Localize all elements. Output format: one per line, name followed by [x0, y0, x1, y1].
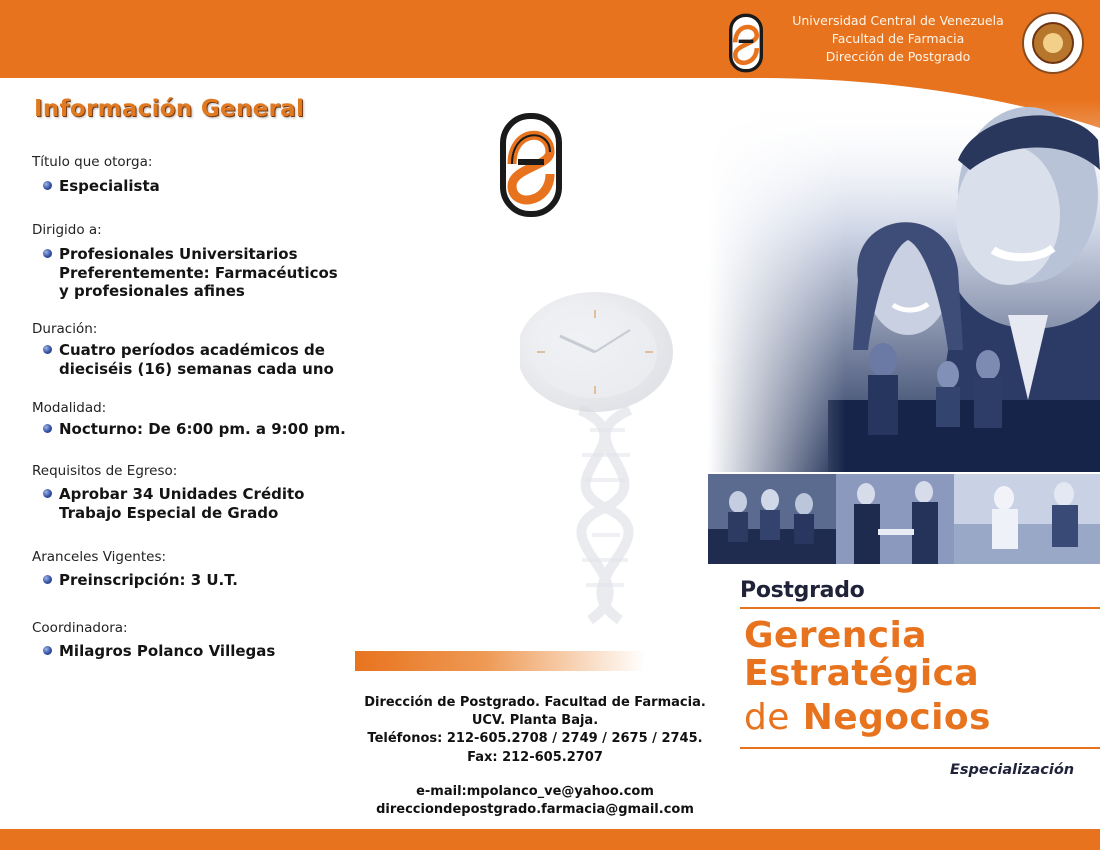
- faculty-logo-icon: [727, 13, 765, 73]
- contact-address: Dirección de Postgrado. Facultad de Farmacia.: [364, 695, 706, 710]
- contact-email-secondary: direcciondepostgrado.farmacia@gmail.com: [376, 802, 694, 818]
- bullet-icon: [43, 489, 52, 498]
- orange-accent-stripe: [355, 651, 645, 671]
- handshake-photo: [836, 474, 954, 564]
- info-label: Dirigido a:: [32, 222, 102, 238]
- program-level: Especialización: [950, 762, 1075, 778]
- bullet-icon: [43, 345, 52, 354]
- info-title-granted: [32, 153, 352, 196]
- program-type: Postgrado: [740, 578, 865, 603]
- photo-strip: [708, 474, 1100, 564]
- business-people-photo: [708, 100, 1100, 472]
- faculty-name: Facultad de Farmacia: [831, 31, 965, 46]
- contact-fax: Fax: 212-605.2707: [467, 749, 603, 765]
- info-coordinator: [32, 619, 352, 661]
- title-main-word: Negocios: [802, 697, 991, 738]
- ucv-seal-icon: [1022, 12, 1084, 74]
- bullet-icon: [43, 424, 52, 433]
- info-label: Coordinadora:: [32, 620, 128, 636]
- info-target-audience: [32, 221, 352, 301]
- info-label: Requisitos de Egreso:: [32, 463, 178, 479]
- section-heading: Información General: [34, 96, 305, 122]
- contact-location: UCV. Planta Baja.: [471, 713, 599, 729]
- info-label: Duración:: [32, 321, 98, 337]
- bullet-icon: [43, 249, 52, 258]
- info-graduation-requirements: [32, 462, 352, 522]
- department-name: Dirección de Postgrado: [825, 49, 971, 64]
- info-label: Título que otorga:: [32, 154, 153, 170]
- university-name: Universidad Central de Venezuela: [792, 13, 1004, 28]
- faculty-logo-icon: [498, 112, 564, 218]
- contact-phones: Teléfonos: 212-605.2708 / 2749 / 2675 / 2745.: [367, 731, 703, 747]
- bottom-orange-band: [0, 829, 1100, 850]
- info-item: Profesionales Universitarios Preferentemente: Farmacéuticos y profesionales afines: [32, 245, 352, 301]
- program-title-line1: Gerencia: [744, 615, 927, 656]
- meeting-photo: [708, 474, 836, 564]
- university-header: [782, 12, 1014, 66]
- info-item: Nocturno: De 6:00 pm. a 9:00 pm.: [32, 420, 352, 439]
- info-item: Cuatro períodos académicos de dieciséis (16) semanas cada uno: [32, 341, 352, 378]
- contact-email-primary: e-mail:mpolanco_ve@yahoo.com: [416, 783, 654, 799]
- info-label: Aranceles Vigentes:: [32, 549, 167, 565]
- info-item: Aprobar 34 Unidades Crédito Trabajo Especial de Grado: [32, 485, 352, 522]
- office-photo: [954, 474, 1100, 564]
- divider: [740, 607, 1100, 609]
- info-item: Especialista: [32, 177, 352, 196]
- program-title-line3: [744, 698, 991, 738]
- title-prefix: de: [744, 697, 790, 738]
- program-title-line2: Estratégica: [744, 653, 980, 694]
- bullet-icon: [43, 646, 52, 655]
- info-fees: [32, 548, 352, 590]
- info-item: Preinscripción: 3 U.T.: [32, 571, 352, 590]
- info-label: Modalidad:: [32, 400, 107, 416]
- bullet-icon: [43, 575, 52, 584]
- info-duration: [32, 320, 352, 378]
- bullet-icon: [43, 181, 52, 190]
- clock-dna-decoration: [520, 290, 720, 650]
- contact-info: [355, 694, 715, 819]
- info-modality: [32, 399, 352, 439]
- divider: [740, 747, 1100, 749]
- info-item: Milagros Polanco Villegas: [32, 642, 352, 661]
